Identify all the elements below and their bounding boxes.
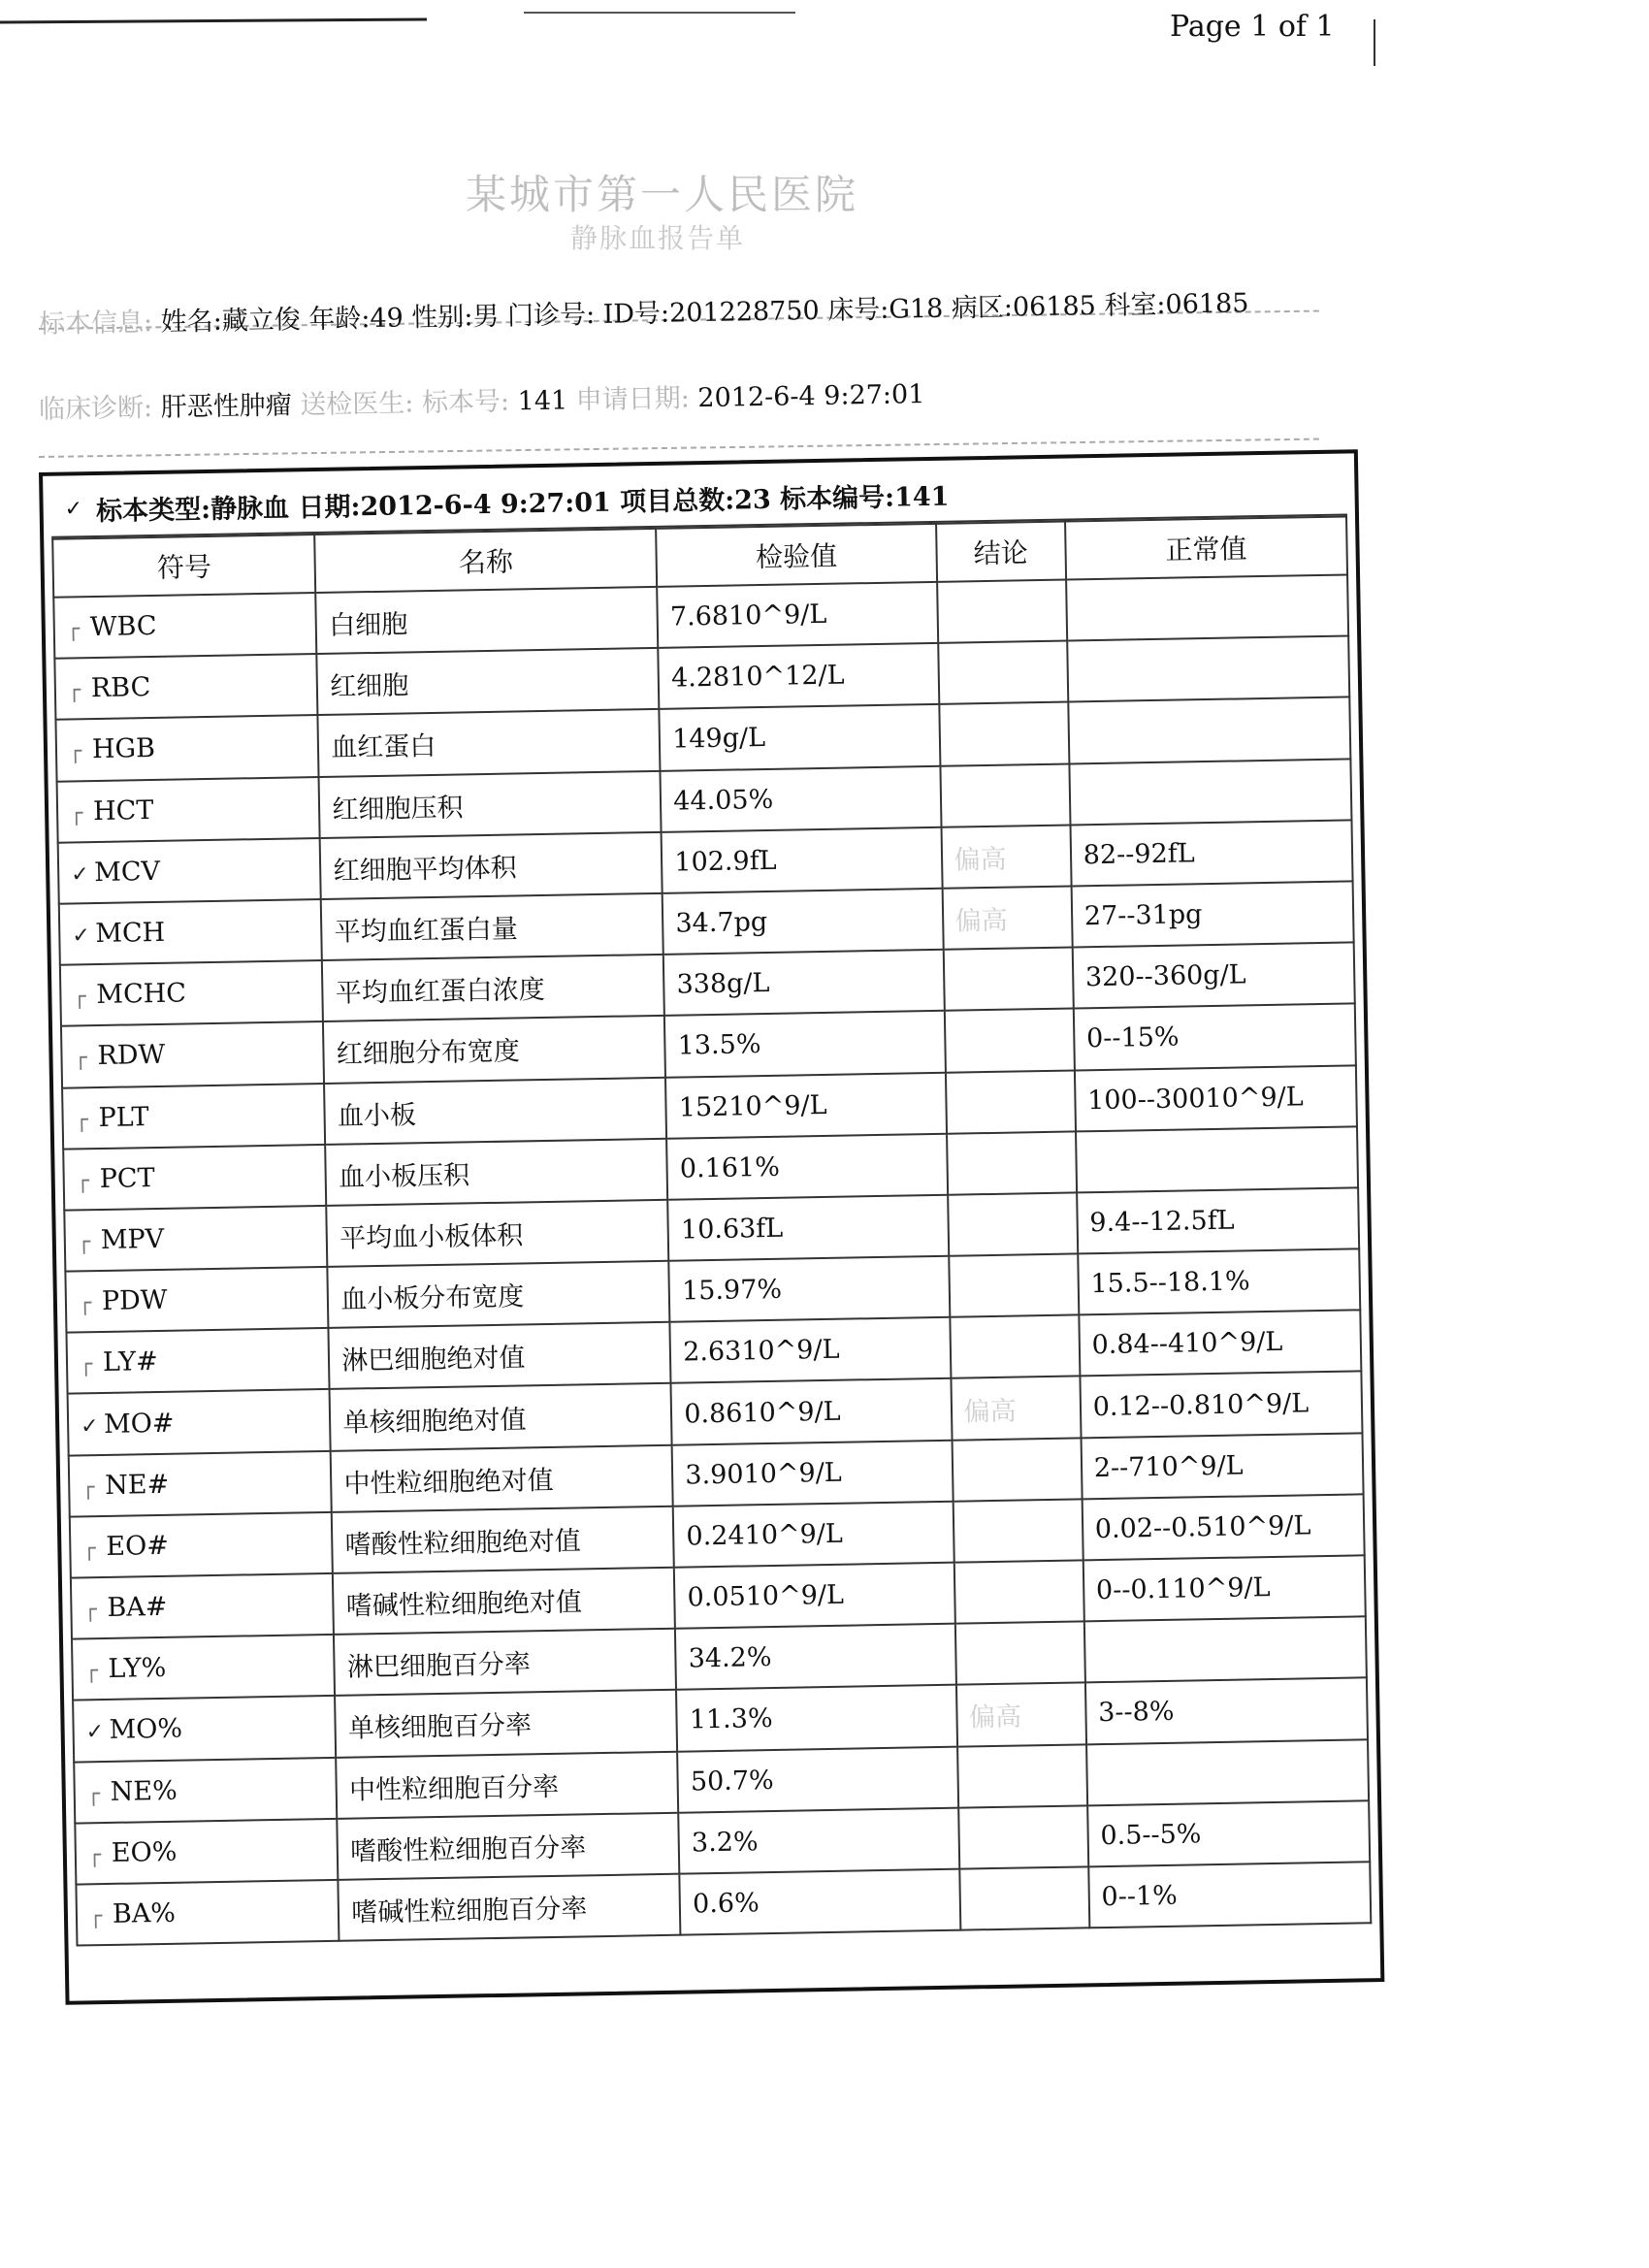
symbol-cell	[64, 1206, 327, 1272]
symbol: EO#	[106, 1530, 170, 1562]
symbol-cell	[72, 1635, 335, 1701]
conclusion: 偏高	[942, 886, 1072, 950]
test-value: 0.2410^9/L	[673, 1502, 954, 1568]
checkbox-icon: ┌	[79, 1352, 93, 1377]
test-name: 淋巴细胞绝对值	[329, 1322, 671, 1389]
normal-range: 0.02--0.510^9/L	[1082, 1494, 1364, 1560]
symbol-cell	[66, 1328, 329, 1394]
conclusion: 偏高	[951, 1377, 1081, 1441]
test-name: 血红蛋白	[318, 709, 661, 776]
column-header: 检验值	[656, 524, 936, 587]
symbol-cell	[62, 1083, 325, 1149]
symbol: BA#	[107, 1591, 168, 1624]
test-name: 平均血红蛋白浓度	[322, 955, 664, 1021]
normal-range	[1086, 1739, 1369, 1805]
symbol-cell	[68, 1389, 331, 1455]
symbol: PCT	[99, 1162, 155, 1194]
info-value: 姓名:藏立俊 年龄:49 性别:男 门诊号: ID号:201228750 床号:G18 病区:06185 科室:06185	[151, 288, 1249, 338]
checkbox-icon: ┌	[74, 1046, 88, 1071]
test-value: 44.05%	[661, 765, 941, 831]
symbol-cell	[76, 1880, 339, 1946]
test-name: 血小板	[324, 1077, 666, 1144]
test-value: 50.7%	[677, 1746, 957, 1812]
column-header: 结论	[936, 522, 1066, 582]
symbol-cell	[58, 838, 321, 904]
checkbox-icon: ┌	[78, 1291, 92, 1316]
symbol: HCT	[92, 794, 154, 826]
normal-range: 82--92fL	[1070, 820, 1352, 886]
test-name: 嗜酸性粒细胞绝对值	[332, 1507, 674, 1573]
checkbox-icon: ┌	[69, 800, 83, 826]
checkbox-icon: ┌	[73, 985, 86, 1010]
conclusion	[940, 763, 1070, 827]
conclusion	[938, 641, 1068, 705]
checkbox-icon: ┌	[67, 678, 81, 703]
test-value: 0.161%	[666, 1133, 947, 1199]
top-scan-rule-short	[524, 12, 795, 14]
symbol-cell	[69, 1451, 332, 1517]
test-value: 10.63fL	[667, 1195, 948, 1261]
test-value: 338g/L	[663, 950, 944, 1016]
normal-range: 0.5--5%	[1087, 1800, 1370, 1866]
conclusion	[949, 1253, 1079, 1317]
symbol-cell	[63, 1145, 326, 1211]
test-name: 单核细胞绝对值	[330, 1383, 672, 1450]
test-name: 淋巴细胞百分率	[334, 1629, 676, 1696]
test-value: 0.8610^9/L	[671, 1378, 952, 1444]
normal-range: 0--15%	[1074, 1004, 1356, 1070]
scan-edge-mark	[1374, 19, 1375, 66]
symbol: MCH	[95, 917, 166, 950]
checkbox-icon: ┌	[84, 1659, 99, 1684]
checkbox-icon: ┌	[76, 1168, 90, 1194]
conclusion	[948, 1192, 1078, 1256]
symbol-cell	[73, 1696, 336, 1762]
test-name: 红细胞	[317, 648, 660, 715]
symbol: RBC	[90, 672, 151, 704]
conclusion	[950, 1315, 1080, 1379]
normal-range: 100--30010^9/L	[1075, 1065, 1357, 1131]
checkbox-icon: ┌	[83, 1598, 97, 1623]
test-name: 白细胞	[316, 587, 659, 654]
symbol: LY#	[102, 1346, 158, 1378]
hospital-name: 某城市第一人民医院	[466, 171, 859, 218]
diagnosis-info-line	[39, 373, 925, 426]
test-name: 嗜酸性粒细胞百分率	[338, 1812, 680, 1879]
checkbox-icon: ✓	[64, 496, 83, 522]
symbol-cell	[74, 1757, 337, 1823]
conclusion	[958, 1805, 1088, 1869]
info-value: 肝恶性肿瘤	[151, 390, 301, 423]
normal-range	[1076, 1126, 1358, 1192]
symbol-cell	[65, 1267, 328, 1333]
symbol: NE%	[110, 1775, 178, 1807]
normal-range: 15.5--18.1%	[1078, 1248, 1360, 1314]
normal-range: 3--8%	[1085, 1678, 1368, 1744]
checkbox-icon: ┌	[77, 1230, 91, 1255]
test-name: 血小板压积	[326, 1138, 668, 1205]
checkbox-icon: ┌	[88, 1904, 103, 1929]
test-name: 中性粒细胞百分率	[337, 1751, 679, 1818]
patient-info-line	[39, 281, 1249, 340]
symbol: HGB	[91, 733, 156, 765]
checkbox-icon: ┌	[82, 1537, 96, 1562]
normal-range	[1066, 574, 1348, 640]
test-name: 平均血红蛋白量	[321, 893, 663, 960]
test-value: 15.97%	[669, 1256, 950, 1322]
normal-range: 0.84--410^9/L	[1079, 1311, 1361, 1377]
normal-range: 0--0.110^9/L	[1083, 1555, 1365, 1621]
conclusion	[952, 1438, 1082, 1502]
report-title: 静脉血报告单	[570, 222, 746, 254]
symbol: PLT	[98, 1101, 149, 1133]
symbol: MCHC	[96, 978, 187, 1011]
normal-range: 0.12--0.810^9/L	[1080, 1372, 1362, 1438]
conclusion	[959, 1866, 1089, 1930]
test-value: 149g/L	[660, 704, 940, 770]
test-value: 0.6%	[680, 1869, 960, 1935]
symbol: BA%	[112, 1897, 177, 1929]
test-value: 11.3%	[676, 1685, 956, 1751]
info-value: 141	[508, 385, 577, 417]
symbol-cell	[57, 777, 320, 843]
normal-range: 2--710^9/L	[1081, 1433, 1363, 1499]
symbol: NE#	[104, 1469, 170, 1501]
column-header: 符号	[52, 535, 315, 598]
symbol-cell	[61, 1021, 324, 1087]
checkmark-icon: ✓	[71, 862, 89, 888]
conclusion: 偏高	[955, 1683, 1085, 1747]
info-value: 2012-6-4 9:27:01	[689, 379, 925, 414]
page-indicator: Page 1 of 1	[1170, 10, 1335, 44]
normal-range: 0--1%	[1088, 1862, 1371, 1928]
normal-range	[1067, 636, 1349, 702]
normal-range	[1084, 1616, 1367, 1682]
test-name: 中性粒细胞绝对值	[331, 1444, 673, 1511]
symbol: RDW	[97, 1040, 166, 1072]
conclusion	[957, 1744, 1087, 1808]
symbol-cell	[54, 654, 317, 720]
top-scan-rule	[0, 17, 427, 23]
test-value: 3.9010^9/L	[672, 1440, 953, 1506]
column-header: 正常值	[1065, 516, 1347, 579]
test-value: 102.9fL	[662, 827, 942, 893]
symbol-cell	[60, 960, 323, 1026]
symbol-cell	[75, 1819, 338, 1885]
test-value: 7.6810^9/L	[657, 582, 937, 648]
results-frame	[39, 449, 1384, 2004]
checkbox-icon: ┌	[68, 739, 82, 764]
symbol: LY%	[108, 1653, 167, 1685]
checkbox-icon: ┌	[66, 617, 81, 642]
test-name: 红细胞压积	[319, 770, 662, 837]
test-value: 15210^9/L	[665, 1072, 946, 1138]
symbol-cell	[71, 1573, 334, 1639]
test-value: 2.6310^9/L	[670, 1317, 951, 1383]
conclusion	[937, 580, 1067, 644]
info-label: 临床诊断:	[38, 392, 153, 425]
normal-range: 27--31pg	[1071, 881, 1353, 947]
checkbox-icon: ┌	[81, 1474, 95, 1501]
symbol: EO%	[111, 1836, 178, 1868]
conclusion	[953, 1499, 1083, 1563]
test-name: 平均血小板体积	[327, 1200, 669, 1267]
symbol: MO%	[109, 1714, 183, 1746]
test-value: 13.5%	[664, 1011, 945, 1077]
normal-range: 9.4--12.5fL	[1077, 1187, 1359, 1253]
symbol-cell	[70, 1512, 333, 1578]
conclusion	[945, 1070, 1075, 1134]
checkbox-icon: ┌	[86, 1781, 101, 1806]
specimen-header-text: 标本类型:静脉血 日期:2012-6-4 9:27:01 项目总数:23 标本编号:141	[95, 481, 950, 527]
symbol-cell	[53, 593, 316, 659]
symbol: WBC	[89, 610, 157, 643]
checkmark-icon: ✓	[85, 1720, 105, 1745]
symbol: PDW	[101, 1284, 168, 1317]
conclusion	[954, 1560, 1083, 1624]
test-name: 红细胞分布宽度	[323, 1016, 665, 1083]
conclusion	[947, 1131, 1077, 1195]
normal-range	[1068, 697, 1350, 763]
checkmark-icon: ✓	[72, 923, 91, 949]
symbol: MO#	[103, 1408, 175, 1440]
test-name: 血小板分布宽度	[328, 1261, 670, 1328]
symbol-cell	[59, 899, 322, 965]
test-name: 嗜碱性粒细胞百分率	[339, 1874, 681, 1941]
test-value: 4.2810^12/L	[659, 643, 939, 709]
checkbox-icon: ┌	[75, 1107, 89, 1133]
info-label: 送检医生: 标本号:	[300, 386, 510, 421]
normal-range	[1069, 759, 1351, 825]
symbol-cell	[55, 715, 318, 781]
test-name: 嗜碱性粒细胞绝对值	[333, 1568, 675, 1635]
test-name: 单核细胞百分率	[335, 1690, 677, 1757]
conclusion	[943, 948, 1073, 1012]
info-label: 标本信息:	[38, 307, 153, 340]
info-label: 申请日期:	[575, 383, 691, 416]
conclusion	[939, 702, 1069, 766]
test-name: 红细胞平均体积	[320, 832, 663, 899]
symbol: MCV	[93, 856, 161, 888]
checkbox-icon: ┌	[87, 1842, 102, 1868]
conclusion	[944, 1009, 1074, 1073]
conclusion	[954, 1622, 1084, 1686]
symbol: MPV	[100, 1223, 165, 1255]
test-value: 3.2%	[678, 1807, 958, 1873]
conclusion: 偏高	[941, 825, 1071, 889]
normal-range: 320--360g/L	[1072, 943, 1354, 1009]
checkmark-icon: ✓	[80, 1413, 99, 1439]
test-value: 34.2%	[675, 1624, 955, 1690]
results-table	[51, 515, 1372, 1946]
test-value: 0.0510^9/L	[674, 1563, 954, 1629]
results-body	[53, 574, 1371, 1945]
column-header: 名称	[315, 529, 658, 593]
test-value: 34.7pg	[663, 889, 943, 955]
